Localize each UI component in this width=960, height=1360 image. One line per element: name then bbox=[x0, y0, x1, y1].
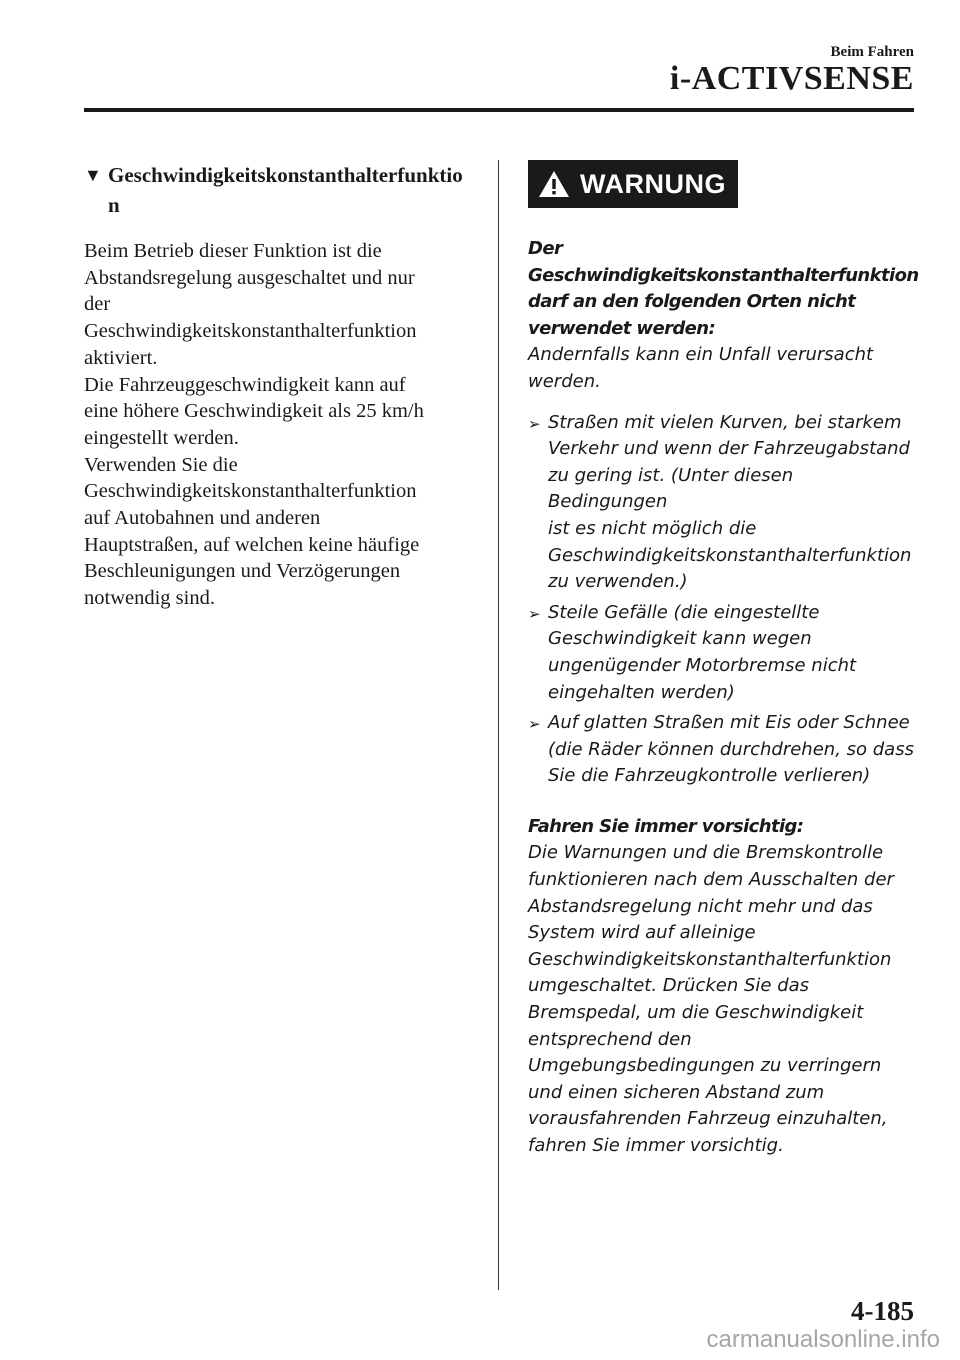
page-number: 4-185 bbox=[851, 1296, 914, 1326]
section-heading bbox=[84, 160, 464, 220]
closing-line: Abstandsregelung nicht mehr und das bbox=[528, 895, 873, 917]
body-line: Beim Betrieb dieser Funktion ist die bbox=[84, 240, 382, 262]
body-paragraph bbox=[84, 238, 464, 612]
lead-bold-line: Der bbox=[528, 238, 563, 259]
header-rule bbox=[84, 108, 914, 112]
list-item-line: eingehalten werden) bbox=[548, 681, 735, 703]
list-item-line: Auf glatten Straßen mit Eis oder Schnee bbox=[548, 712, 910, 734]
closing-line: vorausfahrenden Fahrzeug einzuhalten, bbox=[528, 1108, 888, 1130]
closing-line: und einen sicheren Abstand zum bbox=[528, 1081, 825, 1103]
warning-lead-bold bbox=[528, 236, 918, 342]
section-heading-text: Geschwindigkeitskonstanthalterfunktion bbox=[108, 163, 463, 217]
list-item bbox=[528, 600, 918, 706]
triangle-down-icon: ▼ bbox=[84, 165, 102, 185]
list-item bbox=[528, 710, 918, 790]
body-line: Geschwindigkeitskonstanthalterfunktion bbox=[84, 320, 417, 343]
warning-list bbox=[528, 410, 918, 790]
closing-line: entsprechend den bbox=[528, 1028, 692, 1050]
closing-line: fahren Sie immer vorsichtig. bbox=[528, 1135, 784, 1156]
list-item-text bbox=[548, 600, 918, 706]
body-line: Geschwindigkeitskonstanthalterfunktion bbox=[84, 480, 417, 503]
lead-bold-line: verwendet werden: bbox=[528, 317, 716, 339]
closing-line: Umgebungsbedingungen zu verringern bbox=[528, 1055, 882, 1077]
list-item-line: (die Räder können durchdrehen, so dass bbox=[548, 738, 914, 760]
list-item-line: Straßen mit vielen Kurven, bei starkem bbox=[548, 411, 902, 433]
right-column bbox=[528, 160, 918, 1160]
body-line: eine höhere Geschwindigkeit als 25 km/h bbox=[84, 400, 424, 423]
arrow-bullet-icon: ➢ bbox=[528, 715, 541, 734]
lead-bold-line: Geschwindigkeitskonstanthalterfunktion bbox=[528, 264, 919, 286]
warning-label: WARNUNG bbox=[580, 168, 726, 199]
watermark: carmanualsonline.info bbox=[706, 1326, 940, 1353]
list-item-line: zu verwenden.) bbox=[548, 571, 688, 593]
body-line: auf Autobahnen und anderen bbox=[84, 507, 321, 530]
warning-triangle-icon bbox=[538, 169, 570, 199]
body-line: der bbox=[84, 293, 111, 316]
closing-heading: Fahren Sie immer vorsichtig: bbox=[528, 815, 804, 837]
list-item-line: Geschwindigkeitskonstanthalterfunktion bbox=[548, 544, 912, 566]
body-line: Abstandsregelung ausgeschaltet und nur bbox=[84, 266, 415, 289]
body-line: notwendig sind. bbox=[84, 587, 215, 610]
closing-text bbox=[528, 840, 918, 1159]
column-divider bbox=[498, 160, 499, 1290]
body-line: aktiviert. bbox=[84, 346, 158, 369]
lead-bold-line: darf an den folgenden Orten nicht bbox=[528, 291, 856, 313]
warning-lead bbox=[528, 236, 918, 396]
list-item bbox=[528, 410, 918, 596]
body-line: Die Fahrzeuggeschwindigkeit kann auf bbox=[84, 373, 406, 396]
closing-line: umgeschaltet. Drücken Sie das bbox=[528, 975, 810, 997]
header-chapter-title: i-ACTIVSENSE bbox=[669, 60, 914, 97]
body-line: Hauptstraßen, auf welchen keine häufige bbox=[84, 533, 420, 556]
list-item-text bbox=[548, 710, 918, 790]
list-item-line: ungenügender Motorbremse nicht bbox=[548, 654, 857, 676]
list-item-line: ist es nicht möglich die bbox=[548, 517, 757, 539]
closing-line: Die Warnungen und die Bremskontrolle bbox=[528, 842, 884, 864]
arrow-bullet-icon: ➢ bbox=[528, 414, 541, 433]
list-item-line: Steile Gefälle (die eingestellte bbox=[548, 601, 820, 623]
arrow-bullet-icon: ➢ bbox=[528, 604, 541, 623]
closing-line: Bremspedal, um die Geschwindigkeit bbox=[528, 1002, 864, 1024]
warning-closing bbox=[528, 814, 918, 1160]
list-item-line: Geschwindigkeit kann wegen bbox=[548, 628, 812, 650]
lead-line: Andernfalls kann ein Unfall verursacht bbox=[528, 344, 874, 366]
header-section-title: Beim Fahren bbox=[830, 44, 914, 60]
closing-line: funktionieren nach dem Ausschalten der bbox=[528, 869, 894, 891]
list-item-line: zu gering ist. (Unter diesen Bedingungen bbox=[548, 464, 794, 513]
lead-line: werden. bbox=[528, 370, 601, 392]
warning-lead-text bbox=[528, 342, 918, 395]
list-item-line: Verkehr und wenn der Fahrzeugabstand bbox=[548, 438, 910, 460]
body-line: eingestellt werden. bbox=[84, 426, 239, 449]
list-item-text bbox=[548, 410, 918, 596]
closing-line: Geschwindigkeitskonstanthalterfunktion bbox=[528, 948, 892, 970]
left-column bbox=[84, 160, 464, 612]
list-item-line: Sie die Fahrzeugkontrolle verlieren) bbox=[548, 765, 871, 787]
warning-box bbox=[528, 160, 738, 208]
closing-line: System wird auf alleinige bbox=[528, 922, 756, 944]
body-line: Beschleunigungen und Verzögerungen bbox=[84, 560, 401, 583]
body-line: Verwenden Sie die bbox=[84, 453, 238, 476]
